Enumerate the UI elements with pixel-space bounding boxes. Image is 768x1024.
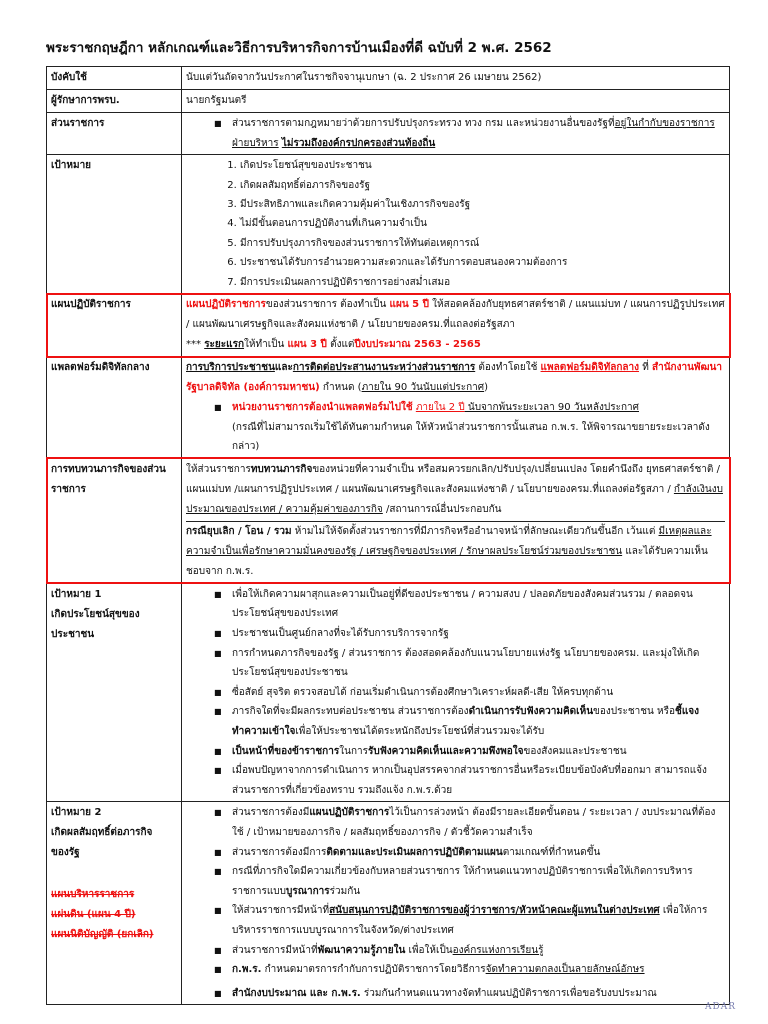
label-effective: บังคับใช้: [47, 67, 182, 90]
action-plan-first-phase: *** ระยะแรกให้ทำเป็น แผน 3 ปี ตั้งแต่ปีงบประมาณ 2563 - 2565: [186, 339, 481, 351]
goal-item: 1. เกิดประโยชน์สุขของประชาชน: [240, 156, 725, 175]
repealed-plan-1: แผนบริหารราชการ: [51, 889, 135, 901]
row-goals: [47, 155, 730, 294]
action-plan-text: แผนปฏิบัติราชการของส่วนราชการ ต้องทำเป็น แผน 5 ปี ให้สอดคล้องกับยุทธศาสตร์ชาติ / แผนแม่บท / แผนการปฏิรูปประเทศ / แผนพัฒนาเศรษฐกิจและสังคมแห่งชาติ / นโยบายของครม.ที่แถลงต่อรัฐสภา: [186, 299, 725, 331]
goal-item: 5. มีการปรับปรุงภารกิจของส่วนราชการให้ทันต่อเหตุการณ์: [240, 234, 725, 253]
value-agency: [182, 113, 730, 155]
goal1-item: ■ ประชาชนเป็นศูนย์กลางที่จะได้รับการบริการจากรัฐ: [232, 624, 725, 644]
label-digital-platform: แพลตฟอร์มดิจิทัลกลาง: [47, 357, 182, 459]
agency-item: ■ ส่วนราชการตามกฎหมายว่าด้วยการปรับปรุงกระทรวง ทวง กรม และหน่วยงานอื่นของรัฐที่อยู่ในกำกับของราชการฝ่ายบริหาร ไม่รวมถึงองค์กรปกครองส่วนท้องถิ่น: [232, 114, 725, 153]
brand-logo-text: ADAR: [705, 1002, 736, 1012]
goal-item: 6. ประชาชนได้รับการอำนวยความสะดวกและได้รับการตอบสนองความต้องการ: [240, 253, 725, 272]
label-goal-1: เป้าหมาย 1 เกิดประโยชน์สุขของ ประชาชน: [47, 583, 182, 802]
goal-item: 7. มีการประเมินผลการปฏิบัติราชการอย่างสม่ำเสมอ: [240, 273, 725, 292]
goal1-item: ■ ซื่อสัตย์ สุจริต ตรวจสอบได้ ก่อนเริ่มดำเนินการต้องศึกษาวิเคราะห์ผลดี-เสีย ให้ครบทุกด้าน: [232, 683, 725, 703]
goal-item: 3. มีประสิทธิภาพและเกิดความคุ้มค่าในเชิงภารกิจของรัฐ: [240, 195, 725, 214]
goal2-item: ■ ก.พ.ร. กำหนดมาตรการกำกับการปฏิบัติราชการโดยวิธีการจัดทำความตกลงเป็นลายลักษณ์อักษร: [232, 960, 725, 980]
label-mission-review: การทบทวนภารกิจของส่วนราชการ: [47, 458, 182, 583]
row-effective: [47, 67, 730, 90]
value-effective: นับแต่วันถัดจากวันประกาศในราชกิจจานุเบกษา (ฉ. 2 ประกาศ 26 เมษายน 2562): [182, 67, 730, 90]
goal-item: 4. ไม่มีขั้นตอนการปฏิบัติงานที่เกินความจำเป็น: [240, 214, 725, 233]
goal1-item: ■ เมื่อพบปัญหาจากการดำเนินการ หากเป็นอุปสรรคจากส่วนราชการอื่นหรือระเบียบข้อบังคับที่ออกมา สามารถแจ้งส่วนราชการที่เกี่ยวข้องทราบ รวมถึงแจ้ง ก.พ.ร.ด้วย: [232, 761, 725, 800]
value-goals: [182, 155, 730, 294]
value-digital-platform: [182, 357, 730, 459]
digital-item: ■ หน่วยงานราชการต้องนำแพลตฟอร์มไปใช้ ภายใน 2 ปี นับจากพ้นระยะเวลา 90 วันหลังประกาศ (กรณีที่ไม่สามารถเริ่มใช้ได้ทันตามกำหนด ให้หัวหน้าส่วนราชการนั้นเสนอ ก.พ.ร. ให้พิจารณาขยายระยะเวลาดังกล่าว): [232, 398, 725, 457]
row-custodian: [47, 90, 730, 113]
repealed-plan-2: แผ่นดิน (แผน 4 ปี): [51, 909, 136, 921]
goal2-item: ■ สำนักงบประมาณ และ ก.พ.ร. ร่วมกันกำหนดแนวทางจัดทำแผนปฏิบัติราชการเพื่อขอรับงบประมาณ: [232, 984, 725, 1004]
value-mission-review: [182, 458, 730, 583]
value-goal-2: [182, 802, 730, 1005]
row-goal-2: [47, 802, 730, 1005]
label-action-plan: แผนปฏิบัติราชการ: [47, 294, 182, 357]
goal1-item: ■ ภารกิจใดที่จะมีผลกระทบต่อประชาชน ส่วนราชการต้องดำเนินการรับฟังความคิดเห็นของประชาชน หรือชี้แจงทำความเข้าใจเพื่อให้ประชาชนได้ตระหนักถึงประโยชน์ที่ส่วนรวมจะได้รับ: [232, 702, 725, 741]
label-agency: ส่วนราชการ: [47, 113, 182, 155]
goal-item: 2. เกิดผลสัมฤทธิ์ต่อภารกิจของรัฐ: [240, 176, 725, 195]
document-title: พระราชกฤษฎีกา หลักเกณฑ์และวิธีการบริหารกิจการบ้านเมืองที่ดี ฉบับที่ 2 พ.ศ. 2562: [46, 40, 552, 56]
label-goals: เป้าหมาย: [47, 155, 182, 294]
row-agency: [47, 113, 730, 155]
goal2-item: ■ ส่วนราชการต้องมีแผนปฏิบัติราชการไว้เป็นการล่วงหน้า ต้องมีรายละเอียดขั้นตอน / ระยะเวลา / งบประมาณที่ต้องใช้ / เป้าหมายของภารกิจ / ผลสัมฤทธิ์ของภารกิจ / ตัวชี้วัดความสำเร็จ: [232, 803, 725, 842]
review-text: ให้ส่วนราชการทบทวนภารกิจของหน่วยที่ความจำเป็น หรือสมควรยกเลิก/ปรับปรุง/เปลี่ยนแปลง โดยคำนึงถึง ยุทธศาสตร์ชาติ / แผนแม่บท /แผนการปฏิรูปประเทศ / แผนพัฒนาเศรษฐกิจและสังคมแห่งชาติ / นโยบายของครม.ที่แถลงต่อรัฐสภา / กำลังเงินงบประมาณของประเทศ / ความคุ้มค่าของภารกิจ /สถานการณ์อื่นประกอบกัน: [186, 460, 725, 522]
row-digital-platform: [47, 357, 730, 459]
digital-text: การบริการประชาชนและการติดต่อประสานงานระหว่างส่วนราชการ ต้องทำโดยใช้ แพลตฟอร์มดิจิทัลกลาง ที่ สำนักงานพัฒนารัฐบาลดิจิทัล (องค์การมหาชน) กำหนด (ภายใน 90 วันนับแต่ประกาศ): [186, 362, 722, 394]
goal1-item: ■ การกำหนดภารกิจของรัฐ / ส่วนราชการ ต้องสอดคล้องกับแนวนโยบายแห่งรัฐ นโยบายของครม. และมุ่งให้เกิดประโยชน์สุขของประชาชน: [232, 644, 725, 683]
review-abolish-text: กรณียุบเลิก / โอน / รวม ห้ามไม่ให้จัดตั้งส่วนราชการที่มีภารกิจหรืออำนาจหน้าที่ลักษณะเดียวกันขึ้นอีก เว้นแต่ มีเหตุผลและความจำเป็นเพื่อรักษาความมั่นคงของรัฐ / เศรษฐกิจของประเทศ / รักษาผลประโยชน์ร่วมของประชาชน และได้รับความเห็นชอบจาก ก.พ.ร.: [186, 525, 712, 577]
goal2-item: ■ ให้ส่วนราชการมีหน้าที่สนับสนุนการปฏิบัติราชการของผู้ว่าราชการ/หัวหน้าคณะผู้แทนในต่างประเทศ เพื่อให้การบริหารราชการแบบบูรณาการในจังหวัด/ต่างประเทศ: [232, 901, 725, 940]
label-custodian: ผู้รักษาการพรบ.: [47, 90, 182, 113]
repealed-plan-3: แผนนิติบัญญัติ (ยกเลิก): [51, 929, 154, 941]
goal2-item: ■ ส่วนราชการต้องมีการติดตามและประเมินผลการปฏิบัติตามแผนตามเกณฑ์ที่กำหนดขึ้น: [232, 843, 725, 863]
value-goal-1: [182, 583, 730, 802]
value-action-plan: [182, 294, 730, 357]
summary-table: [46, 66, 730, 1005]
goal1-item: ■ เป็นหน้าที่ของข้าราชการในการรับฟังความคิดเห็นและความพึงพอใจของสังคมและประชาชน: [232, 742, 725, 762]
row-goal-1: [47, 583, 730, 802]
row-mission-review: [47, 458, 730, 583]
row-action-plan: [47, 294, 730, 357]
goal2-item: ■ กรณีที่ภารกิจใดมีความเกี่ยวข้องกับหลายส่วนราชการ ให้กำหนดแนวทางปฏิบัติราชการเพื่อให้เกิดการบริหารราชการแบบบูรณาการร่วมกัน: [232, 862, 725, 901]
goal2-item: ■ ส่วนราชการมีหน้าที่พัฒนาความรู้ภายใน เพื่อให้เป็นองค์กรแห่งการเรียนรู้: [232, 941, 725, 961]
label-goal-2: เป้าหมาย 2 เกิดผลสัมฤทธิ์ต่อภารกิจ ของรัฐ แผนบริหารราชการ แผ่นดิน (แผน 4 ปี) แผนนิติบัญญัติ (ยกเลิก): [47, 802, 182, 1005]
goal1-item: ■ เพื่อให้เกิดความผาสุกและความเป็นอยู่ที่ดีของประชาชน / ความสงบ / ปลอดภัยของสังคมส่วนรวม / ตลอดจนประโยชน์สุขของประเทศ: [232, 585, 725, 624]
value-custodian: นายกรัฐมนตรี: [182, 90, 730, 113]
